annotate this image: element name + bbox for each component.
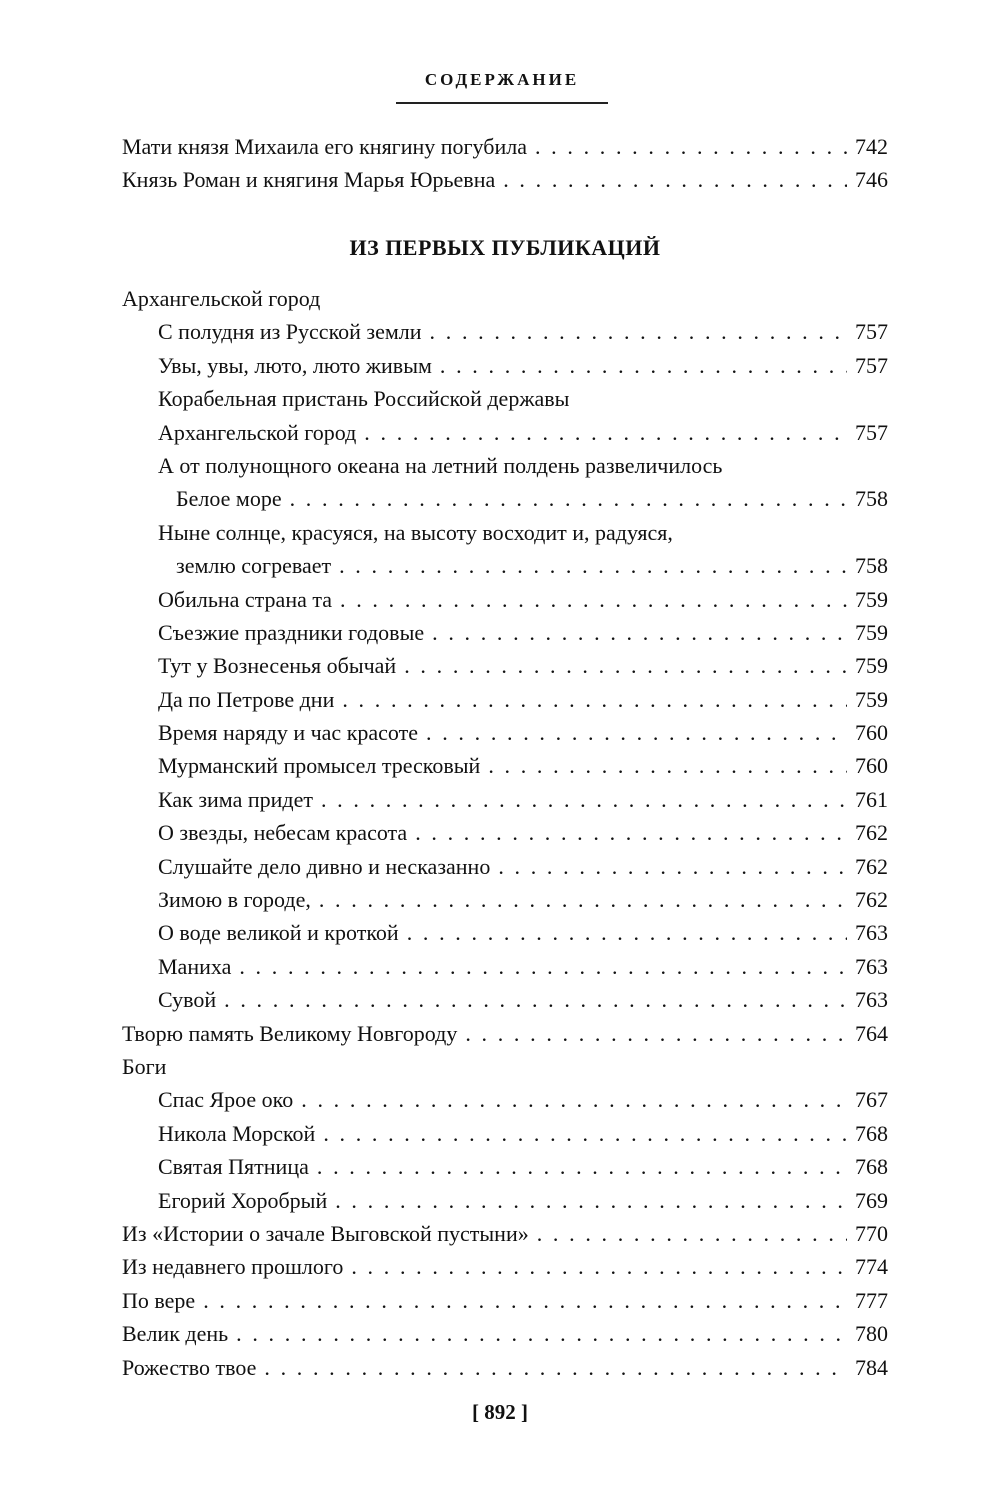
toc-entry-page: 762 bbox=[855, 887, 888, 913]
toc-entry-page: 774 bbox=[855, 1254, 888, 1280]
toc-entry-title: Тут у Вознесенья обычай bbox=[158, 653, 397, 679]
toc-entry-title: Из недавнего прошлого bbox=[122, 1254, 344, 1280]
toc-list bbox=[122, 282, 888, 1384]
toc-entry-title: Князь Роман и княгиня Марья Юрьевна bbox=[122, 167, 496, 193]
toc-entry bbox=[158, 315, 888, 348]
toc-entry-page: 759 bbox=[855, 653, 888, 679]
dot-leader bbox=[323, 1117, 847, 1150]
toc-entry bbox=[122, 1317, 888, 1350]
toc-entry bbox=[158, 516, 888, 549]
toc-entry bbox=[158, 649, 888, 682]
toc-entry bbox=[176, 549, 888, 582]
toc-entry bbox=[158, 883, 888, 916]
toc-entry-title: Никола Морской bbox=[158, 1120, 316, 1146]
toc-entry-title: Святая Пятница bbox=[158, 1154, 309, 1180]
dot-leader bbox=[319, 883, 847, 916]
dot-leader bbox=[430, 315, 847, 348]
dot-leader bbox=[503, 163, 847, 196]
dot-leader bbox=[364, 416, 847, 449]
toc-entry-title: О воде великой и кроткой bbox=[158, 920, 399, 946]
toc-entry-title: Ныне солнце, красуяся, на высоту восходит и, радуяся, bbox=[158, 519, 673, 545]
toc-entry bbox=[158, 349, 888, 382]
toc-entry-page: 757 bbox=[855, 352, 888, 378]
toc-entry-page: 759 bbox=[855, 619, 888, 645]
running-head: СОДЕРЖАНИЕ bbox=[424, 70, 580, 89]
toc-entry-title: Егорий Хоробрый bbox=[158, 1187, 328, 1213]
toc-entry-title: Обильна страна та bbox=[158, 586, 333, 612]
toc-entry bbox=[158, 683, 888, 716]
dot-leader bbox=[407, 916, 847, 949]
toc-entry-page: 761 bbox=[855, 786, 888, 812]
toc-entry-title: Увы, увы, люто, люто живым bbox=[158, 352, 432, 378]
dot-leader bbox=[426, 716, 847, 749]
toc-entry-title: Зимою в городе, bbox=[158, 887, 311, 913]
toc-entry bbox=[158, 749, 888, 782]
toc-entry-title: Слушайте дело дивно и несказанно bbox=[158, 853, 491, 879]
dot-leader bbox=[203, 1284, 847, 1317]
toc-entry-page: 757 bbox=[855, 419, 888, 445]
toc-entry-page: 758 bbox=[855, 553, 888, 579]
toc-entry-page: 768 bbox=[855, 1154, 888, 1180]
dot-leader bbox=[440, 349, 847, 382]
toc-entry bbox=[158, 950, 888, 983]
toc-entry bbox=[122, 1284, 888, 1317]
toc-entry-title: Маниха bbox=[158, 953, 232, 979]
dot-leader bbox=[432, 616, 847, 649]
toc-entry bbox=[122, 1250, 888, 1283]
dot-leader bbox=[535, 130, 847, 163]
toc-entry-page: 768 bbox=[855, 1120, 888, 1146]
toc-entry-title: Велик день bbox=[122, 1321, 229, 1347]
dot-leader bbox=[224, 983, 847, 1016]
toc-entry-page: 769 bbox=[855, 1187, 888, 1213]
toc-top-list bbox=[122, 130, 888, 197]
toc-entry-title: Рожество твое bbox=[122, 1354, 257, 1380]
dot-leader bbox=[465, 1017, 847, 1050]
toc-entry-page: 767 bbox=[855, 1087, 888, 1113]
toc-entry-title: Из «Истории о зачале Выговской пустыни» bbox=[122, 1220, 529, 1246]
toc-entry-title: Белое море bbox=[176, 486, 282, 512]
toc-entry bbox=[158, 783, 888, 816]
toc-entry bbox=[122, 282, 888, 315]
toc-entry bbox=[122, 163, 888, 196]
toc-entry bbox=[158, 716, 888, 749]
toc-entry bbox=[158, 449, 888, 482]
dot-leader bbox=[236, 1317, 847, 1350]
dot-leader bbox=[488, 749, 847, 782]
page-number: [ 892 ] bbox=[472, 1400, 528, 1424]
toc-entry bbox=[176, 482, 888, 515]
toc-entry-page: 757 bbox=[855, 319, 888, 345]
toc-entry bbox=[158, 416, 888, 449]
toc-entry-title: С полудня из Русской земли bbox=[158, 319, 422, 345]
dot-leader bbox=[317, 1150, 847, 1183]
toc-entry bbox=[158, 583, 888, 616]
toc-entry-title: Да по Петрове дни bbox=[158, 686, 335, 712]
toc-entry-title: Сувой bbox=[158, 987, 217, 1013]
dot-leader bbox=[301, 1083, 847, 1116]
dot-leader bbox=[404, 649, 847, 682]
dot-leader bbox=[239, 950, 847, 983]
toc-entry-page: 762 bbox=[855, 820, 888, 846]
toc-entry bbox=[158, 850, 888, 883]
dot-leader bbox=[537, 1217, 847, 1250]
dot-leader bbox=[415, 816, 847, 849]
toc-entry bbox=[158, 816, 888, 849]
toc-entry-page: 742 bbox=[855, 134, 888, 159]
dot-leader bbox=[342, 683, 847, 716]
toc-entry bbox=[158, 916, 888, 949]
toc-entry bbox=[158, 382, 888, 415]
toc-entry-title: Мурманский промысел тресковый bbox=[158, 753, 481, 779]
toc-entry bbox=[158, 1083, 888, 1116]
section-heading: ИЗ ПЕРВЫХ ПУБЛИКАЦИЙ bbox=[349, 235, 661, 260]
toc-entry-title: землю согревает bbox=[176, 553, 332, 579]
toc-entry-page: 759 bbox=[855, 686, 888, 712]
toc-entry-page: 763 bbox=[855, 987, 888, 1013]
toc-entry-page: 770 bbox=[855, 1220, 888, 1246]
dot-leader bbox=[335, 1184, 847, 1217]
toc-entry-title: Время наряду и час красоте bbox=[158, 720, 419, 746]
toc-entry-page: 760 bbox=[855, 753, 888, 779]
toc-entry bbox=[158, 1117, 888, 1150]
toc-entry-title: Архангельской город bbox=[158, 419, 357, 445]
toc-entry-title: По вере bbox=[122, 1287, 196, 1313]
toc-entry bbox=[122, 1017, 888, 1050]
toc-entry-title: Корабельная пристань Российской державы bbox=[158, 386, 570, 412]
toc-entry-title: Архангельской город bbox=[122, 286, 321, 311]
toc-entry-title: Спас Ярое око bbox=[158, 1087, 294, 1113]
toc-entry-page: 784 bbox=[855, 1354, 888, 1380]
toc-entry-title: Творю память Великому Новгороду bbox=[122, 1020, 458, 1046]
toc-entry bbox=[122, 1351, 888, 1384]
toc-entry-title: Как зима придет bbox=[158, 786, 313, 812]
toc-entry-page: 760 bbox=[855, 720, 888, 746]
toc-entry-page: 763 bbox=[855, 953, 888, 979]
running-head-rule bbox=[396, 102, 608, 104]
toc-entry bbox=[122, 130, 888, 163]
toc-entry bbox=[158, 1184, 888, 1217]
toc-entry-title: Боги bbox=[122, 1053, 167, 1079]
dot-leader bbox=[351, 1250, 847, 1283]
toc-entry-page: 780 bbox=[855, 1321, 888, 1347]
toc-entry bbox=[158, 1150, 888, 1183]
toc-entry-page: 762 bbox=[855, 853, 888, 879]
toc-entry-title: О звезды, небесам красота bbox=[158, 820, 408, 846]
toc-entry bbox=[158, 616, 888, 649]
toc-entry-page: 759 bbox=[855, 586, 888, 612]
dot-leader bbox=[340, 583, 847, 616]
toc-entry-page: 777 bbox=[855, 1287, 888, 1313]
toc-entry bbox=[122, 1217, 888, 1250]
dot-leader bbox=[264, 1351, 847, 1384]
toc-entry-page: 764 bbox=[855, 1020, 888, 1046]
dot-leader bbox=[339, 549, 847, 582]
toc-entry-title: Съезжие праздники годовые bbox=[158, 619, 425, 645]
toc-entry-page: 746 bbox=[855, 167, 888, 193]
toc-entry-page: 758 bbox=[855, 486, 888, 512]
dot-leader bbox=[321, 783, 847, 816]
toc-entry bbox=[158, 983, 888, 1016]
toc-entry bbox=[122, 1050, 888, 1083]
toc-entry-page: 763 bbox=[855, 920, 888, 946]
toc-entry-title: А от полунощного океана на летний полдень развеличилось bbox=[158, 452, 723, 478]
dot-leader bbox=[290, 482, 847, 515]
toc-entry-title: Мати князя Михаила его княгину погубила bbox=[122, 134, 527, 159]
dot-leader bbox=[498, 850, 847, 883]
